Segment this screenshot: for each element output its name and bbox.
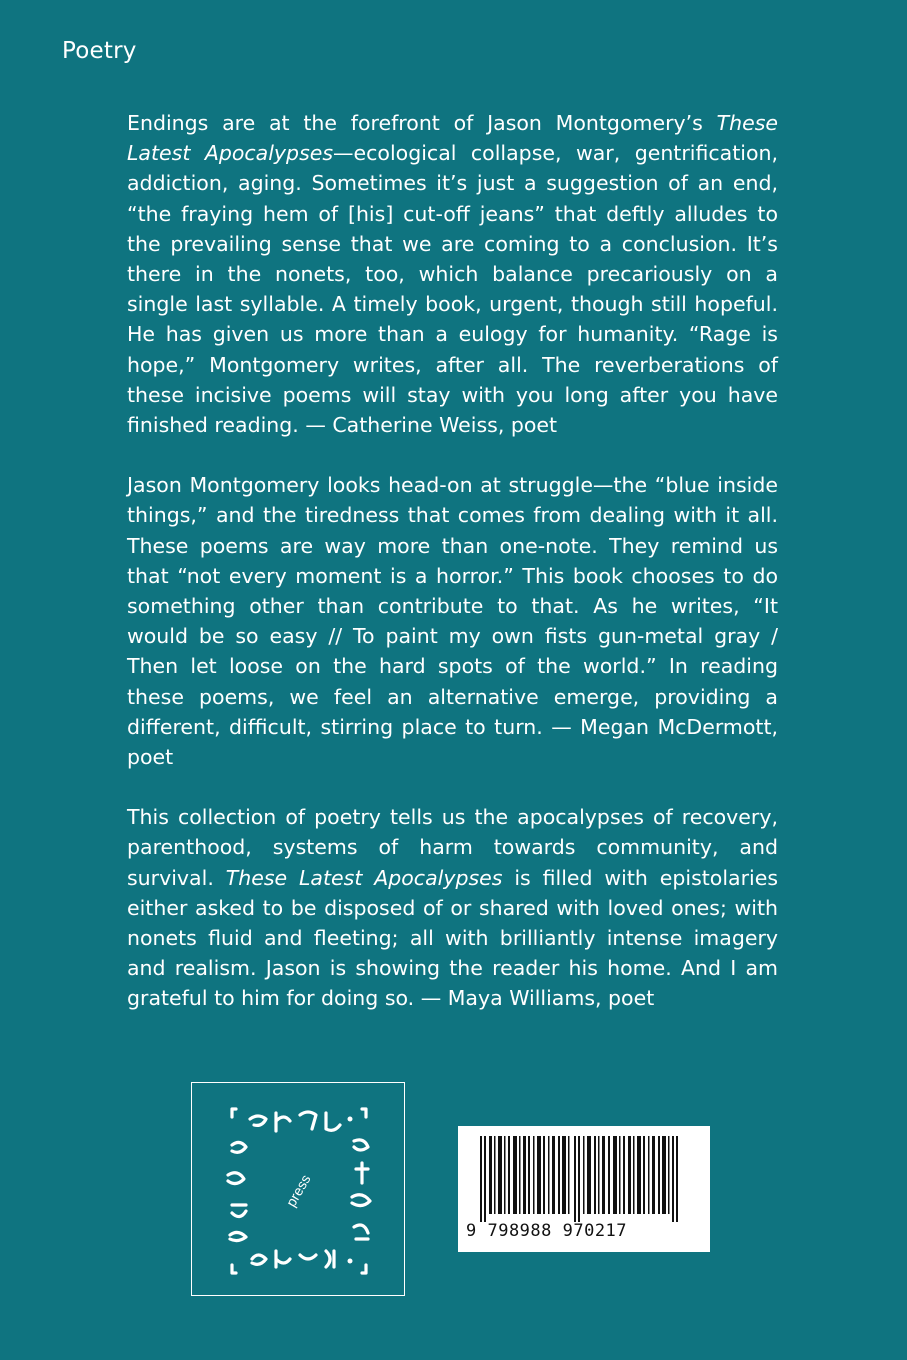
blurb-attribution: — Maya Williams, poet xyxy=(414,986,655,1011)
book-title: These Latest Apocalypses xyxy=(127,111,778,166)
blurb-text: is filled with epistolaries either asked to be disposed of or shared with loved ones; with nonets fluid and fleeting; all with brilliantly intense imagery and realism. Jason is showing the reader his home. And I am grateful to him for doing so. xyxy=(127,865,779,1011)
genre-label: Poetry xyxy=(62,38,137,64)
isbn-barcode xyxy=(458,1126,710,1252)
publisher-logo xyxy=(191,1082,405,1296)
publisher-logo-mark xyxy=(192,1083,406,1297)
blurbs-section xyxy=(127,108,778,1044)
blurb-williams xyxy=(127,802,778,1013)
blurb-text: Jason Montgomery looks head-on at struggle—the “blue inside things,” and the tiredness that comes from dealing with it all. These poems are way more than one-note. They remind us that “not every moment is a horror.” This book chooses to do something other than contribute to that. As he writes, “It would be so easy // To paint my own fists gun-metal gray / Then let loose on the hard spots of the world.” In reading these poems, we feel an alternative emerge, providing a different, difficult, stirring place to turn. xyxy=(127,473,778,739)
barcode-bars xyxy=(470,1136,698,1222)
book-title: These Latest Apocalypses xyxy=(225,865,503,890)
blurb-weiss xyxy=(127,108,778,440)
blurb-text: This collection of poetry tells us the apocalypses of recovery, parenthood, systems of harm towards community, and survival. xyxy=(127,805,778,890)
logo-press-text: press xyxy=(282,1171,314,1210)
blurb-text: Endings are at the forefront of Jason Montgomery’s xyxy=(127,111,717,135)
blurb-attribution: — Megan McDermott, poet xyxy=(127,714,778,770)
blurb-mcdermott xyxy=(127,470,778,772)
blurb-text: —ecological collapse, war, gentrification, addiction, aging. Sometimes it’s just a suggestion of an end, “the fraying hem of [his] cut-off jeans” that deftly alludes to the prevailing sense that we are coming to a conclusion. It’s there in the nonets, too, which balance precariously on a single last syllable. A timely book, urgent, though still hopeful. He has given us more than a eulogy for humanity. “Rage is hope,” Montgomery writes, after all. The reverberations of these incisive poems will stay with you long after you have finished reading. xyxy=(127,141,779,438)
blurb-attribution: — Catherine Weiss, poet xyxy=(298,413,558,438)
isbn-digits: 9 798988 970217 xyxy=(466,1221,628,1241)
